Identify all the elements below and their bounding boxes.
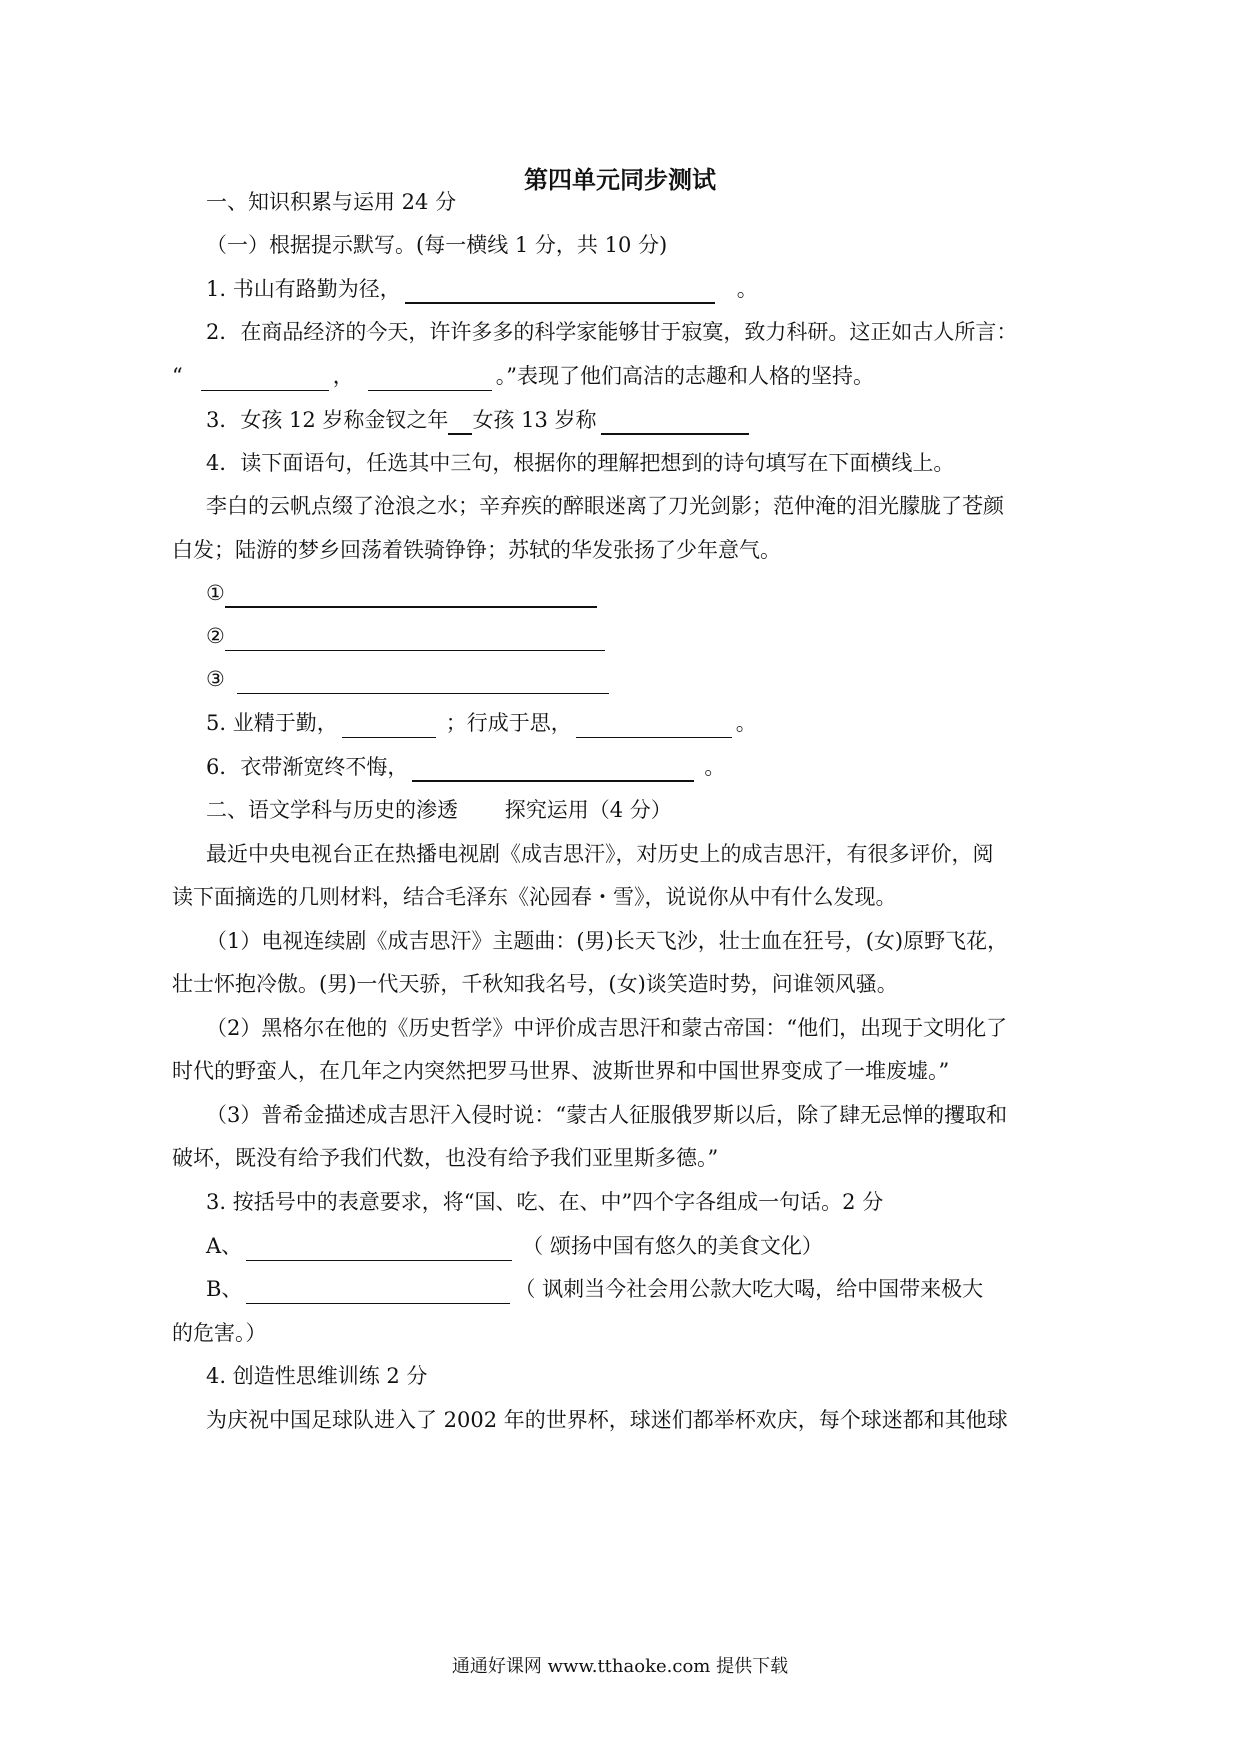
answer-row-1 — [206, 578, 601, 608]
material-3-line1: （3）普希金描述成吉思汗入侵时说：“蒙古人征服俄罗斯以后，除了肆无忌惮的攫取和 — [206, 1103, 1008, 1127]
section-2-intro-2: 读下面摘选的几则材料，结合毛泽东《沁园春・雪》，说说你从中有什么发现。 — [172, 885, 897, 909]
answer-blank[interactable] — [225, 628, 605, 651]
answer-row-3 — [206, 664, 613, 694]
answer-blank[interactable] — [201, 368, 329, 391]
option-a-label: A、 — [206, 1234, 243, 1258]
material-1-line2: 壮士怀抱冷傲。(男)一代天骄，千秋知我名号，(女)谈笑造时势，问谁领风骚。 — [172, 972, 898, 996]
answer-row-a — [206, 1231, 823, 1261]
question-2-end: 。”表现了他们高洁的志趣和人格的坚持。 — [495, 364, 874, 388]
question-3-text2: 女孩 13 岁称 — [472, 408, 597, 432]
answer-blank[interactable] — [246, 1281, 510, 1304]
footer-source: 通通好课网 www.tthaoke.com 提供下载 — [451, 1656, 789, 1677]
section-2-heading: 二、语文学科与历史的渗透 探究运用（4 分） — [206, 798, 672, 822]
question-1-text: 1. 书山有路勤为径， — [206, 277, 401, 301]
answer-blank[interactable] — [576, 715, 732, 738]
question-6 — [206, 752, 725, 782]
question-2-line1: 2．在商品经济的今天，许许多多的科学家能够甘于寂寞，致力科研。这正如古人所言： — [206, 320, 1018, 344]
circle-number-2: ② — [206, 624, 225, 648]
question-4b-text: 为庆祝中国足球队进入了 2002 年的世界杯，球迷们都举杯欢庆，每个球迷都和其他球 — [206, 1408, 1008, 1432]
material-2-line2: 时代的野蛮人，在几年之内突然把罗马世界、波斯世界和中国世界变成了一堆废墟。” — [172, 1059, 950, 1083]
open-quote: “ — [172, 364, 183, 388]
question-4b: 4. 创造性思维训练 2 分 — [206, 1364, 428, 1388]
option-b-continuation: 的危害。） — [172, 1321, 267, 1345]
answer-blank[interactable] — [405, 280, 715, 304]
question-6-text: 6．衣带渐宽终不悔， — [206, 755, 409, 779]
answer-row-2 — [206, 621, 609, 651]
answer-blank[interactable] — [601, 411, 749, 435]
question-1-end: 。 — [736, 277, 758, 301]
subsection-1-heading: （一）根据提示默写。(每一横线 1 分，共 10 分) — [206, 233, 668, 257]
question-4-para2: 白发；陆游的梦乡回荡着铁骑铮铮；苏轼的华发张扬了少年意气。 — [172, 538, 781, 562]
option-a-hint: （ 颂扬中国有悠久的美食文化） — [522, 1234, 823, 1258]
answer-blank[interactable] — [412, 758, 694, 782]
circle-number-3: ③ — [206, 667, 225, 691]
question-3-text1: 3．女孩 12 岁称金钗之年 — [206, 408, 449, 432]
circle-number-1: ① — [206, 581, 225, 605]
question-4-line1: 4．读下面语句，任选其中三句，根据你的理解把想到的诗句填写在下面横线上。 — [206, 451, 955, 475]
answer-blank[interactable] — [225, 584, 597, 608]
option-b-hint: （ 讽刺当今社会用公款大吃大喝，给中国带来极大 — [514, 1277, 984, 1301]
option-b-label: B、 — [206, 1277, 243, 1301]
answer-blank[interactable] — [448, 411, 472, 435]
answer-blank[interactable] — [237, 671, 609, 694]
material-3-line2: 破坏，既没有给予我们代数，也没有给予我们亚里斯多德。” — [172, 1146, 719, 1170]
page-title: 第四单元同步测试 — [524, 166, 716, 194]
question-3b: 3. 按括号中的表意要求，将“国、吃、在、中”四个字各组成一句话。2 分 — [206, 1190, 884, 1214]
section-2-intro-1: 最近中央电视台正在热播电视剧《成吉思汗》，对历史上的成吉思汗，有很多评价，阅 — [206, 842, 994, 866]
question-5-end: 。 — [735, 711, 757, 735]
section-1-heading: 一、知识积累与运用 24 分 — [206, 190, 457, 214]
question-5-text1: 5. 业精于勤， — [206, 711, 338, 735]
question-3 — [206, 405, 753, 435]
material-2-line1: （2）黑格尔在他的《历史哲学》中评价成吉思汗和蒙古帝国：“他们，出现于文明化了 — [206, 1016, 1008, 1040]
material-1-line1: （1）电视连续剧《成吉思汗》主题曲：(男)长天飞沙，壮士血在狂号，(女)原野飞花， — [206, 929, 1009, 953]
answer-row-b — [206, 1274, 983, 1304]
question-5-text2: ；行成于思， — [445, 711, 572, 735]
answer-blank[interactable] — [368, 368, 492, 391]
answer-blank[interactable] — [246, 1238, 512, 1261]
question-5 — [206, 708, 757, 738]
question-1 — [206, 274, 758, 304]
comma: ， — [332, 364, 354, 388]
question-6-end: 。 — [704, 755, 726, 779]
question-4-para1: 李白的云帆点缀了沧浪之水；辛弃疾的醉眼迷离了刀光剑影；范仲淹的泪光朦胧了苍颜 — [206, 494, 1004, 518]
question-2-line2 — [172, 361, 874, 391]
answer-blank[interactable] — [342, 715, 436, 738]
